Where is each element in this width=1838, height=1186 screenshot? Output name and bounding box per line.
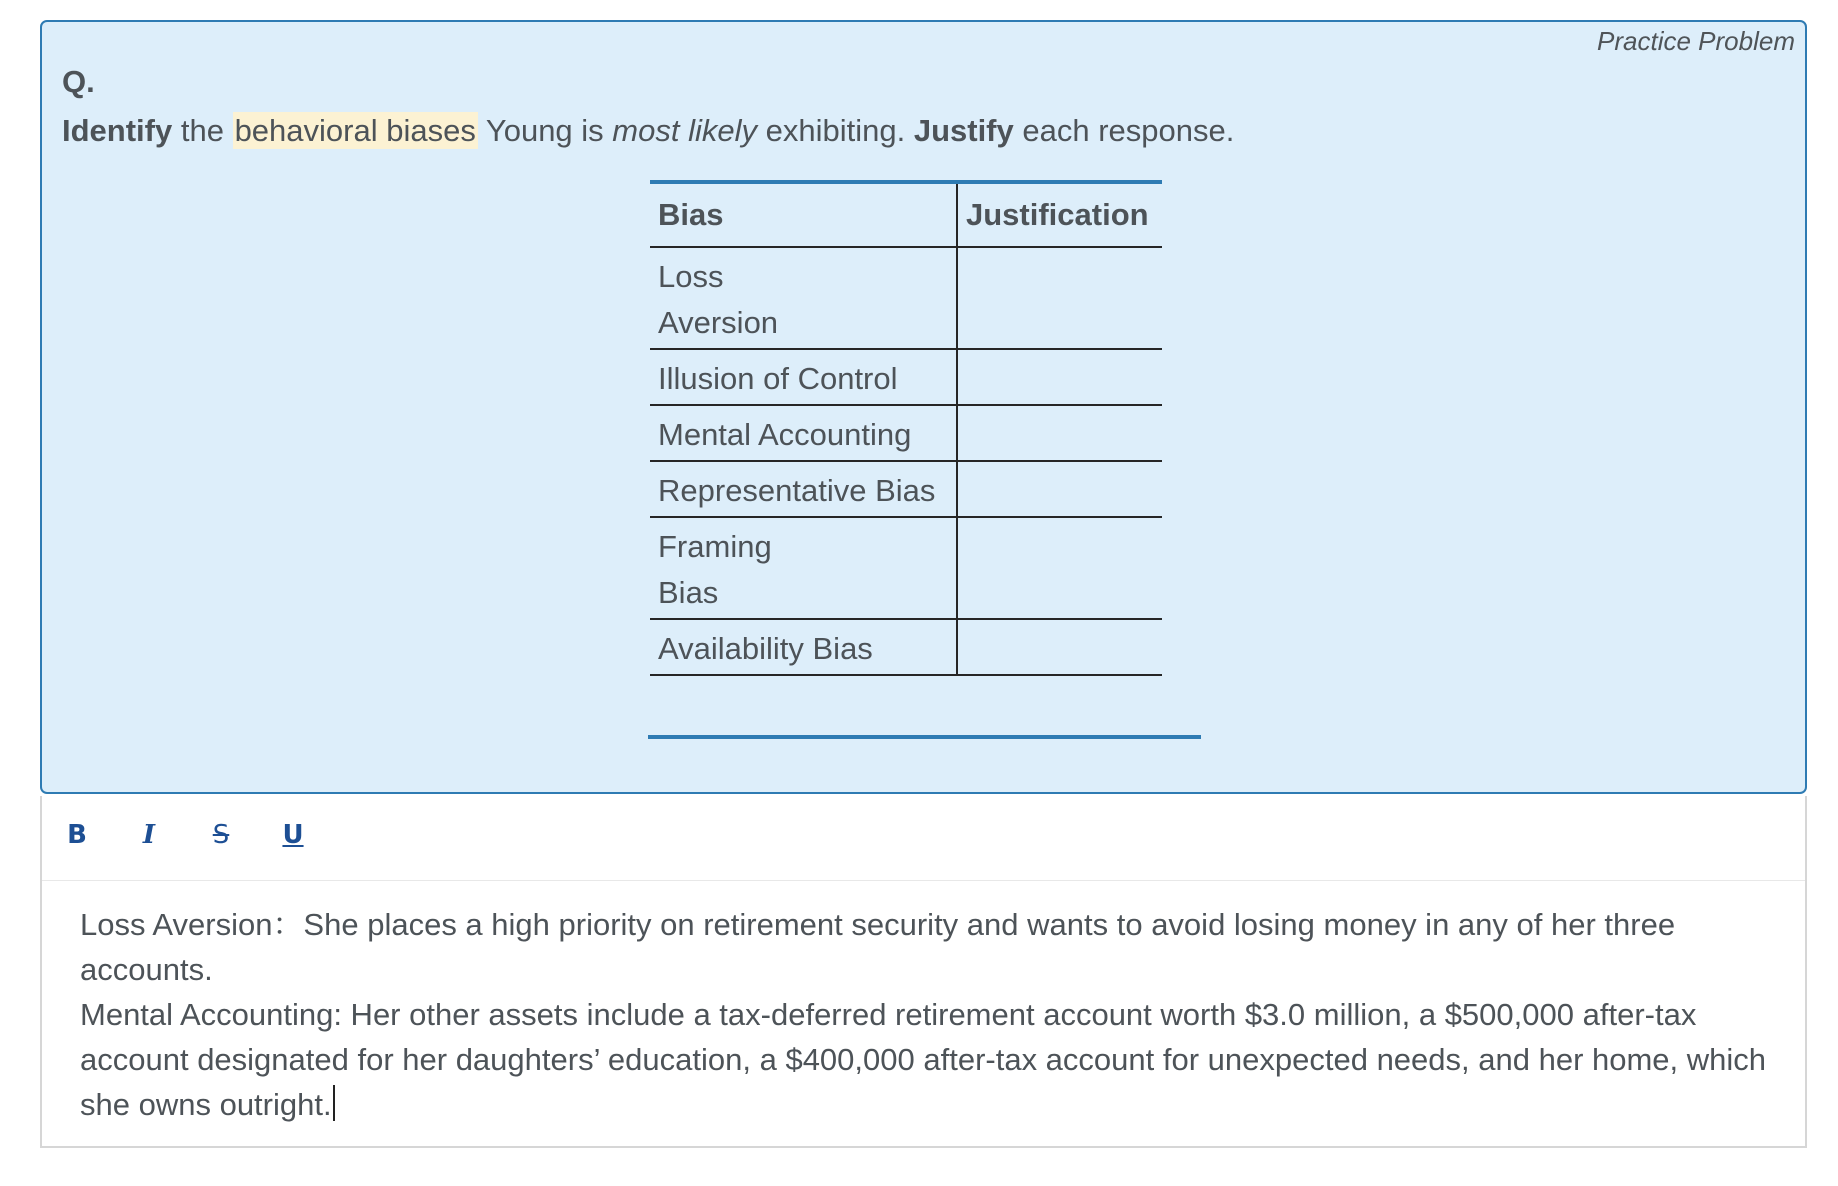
justification-cell <box>957 349 1162 405</box>
justification-cell <box>957 619 1162 675</box>
answer-text-area[interactable] <box>80 902 1780 1127</box>
underline-button[interactable]: U <box>282 820 304 850</box>
answer-paragraph-text: Mental Accounting: Her other assets include a tax-deferred retirement account worth $3.0 million, a $500,000 after-tax account designated for her daughters’ education, a $400,000 after-tax account for unexpected needs, and her home, which she owns outright. <box>80 997 1767 1122</box>
question-young-is: Young is <box>477 113 613 148</box>
bias-cell <box>650 517 957 619</box>
question-text <box>62 113 1234 149</box>
editor-toolbar <box>42 796 1805 881</box>
bias-label: Framing Bias <box>658 529 772 610</box>
answer-paragraph <box>80 992 1780 1127</box>
bias-table <box>650 180 1162 676</box>
bias-cell: Representative Bias <box>650 461 957 517</box>
table-row <box>650 405 1162 461</box>
problem-panel <box>40 20 1807 794</box>
bold-button[interactable]: B <box>67 820 87 850</box>
table-row <box>650 619 1162 675</box>
bias-cell <box>650 247 957 349</box>
header-bias: Bias <box>650 182 957 247</box>
strikethrough-button[interactable]: S <box>212 820 230 850</box>
header-justification: Justification <box>957 182 1162 247</box>
table-header-row <box>650 182 1162 247</box>
bias-table-container <box>650 180 1162 676</box>
justification-cell <box>957 517 1162 619</box>
bias-cell: Availability Bias <box>650 619 957 675</box>
table-row <box>650 461 1162 517</box>
question-each-response: each response. <box>1013 113 1235 148</box>
justification-cell <box>957 247 1162 349</box>
table-bottom-rule <box>648 735 1201 739</box>
answer-paragraph: Loss Aversion：She places a high priority on retirement security and wants to avoid losing money in any of her three accounts. <box>80 907 1676 987</box>
practice-problem-tag: Practice Problem <box>1597 26 1795 56</box>
question-exhibiting: exhibiting. <box>757 113 914 148</box>
question-identify: Identify <box>62 113 173 148</box>
question-most-likely: most likely <box>612 113 757 148</box>
table-row <box>650 349 1162 405</box>
justification-cell <box>957 405 1162 461</box>
question-justify: Justify <box>913 113 1014 148</box>
bias-label: Loss Aversion <box>658 259 779 340</box>
text-caret <box>333 1085 335 1121</box>
question-the: the <box>172 113 233 148</box>
table-row <box>650 517 1162 619</box>
bias-cell: Mental Accounting <box>650 405 957 461</box>
question-label: Q. <box>62 64 95 99</box>
bias-cell: Illusion of Control <box>650 349 957 405</box>
table-row <box>650 247 1162 349</box>
justification-cell <box>957 461 1162 517</box>
italic-button[interactable]: I <box>142 820 156 850</box>
highlighted-term[interactable]: behavioral biases <box>234 113 476 148</box>
answer-editor <box>40 796 1807 1148</box>
